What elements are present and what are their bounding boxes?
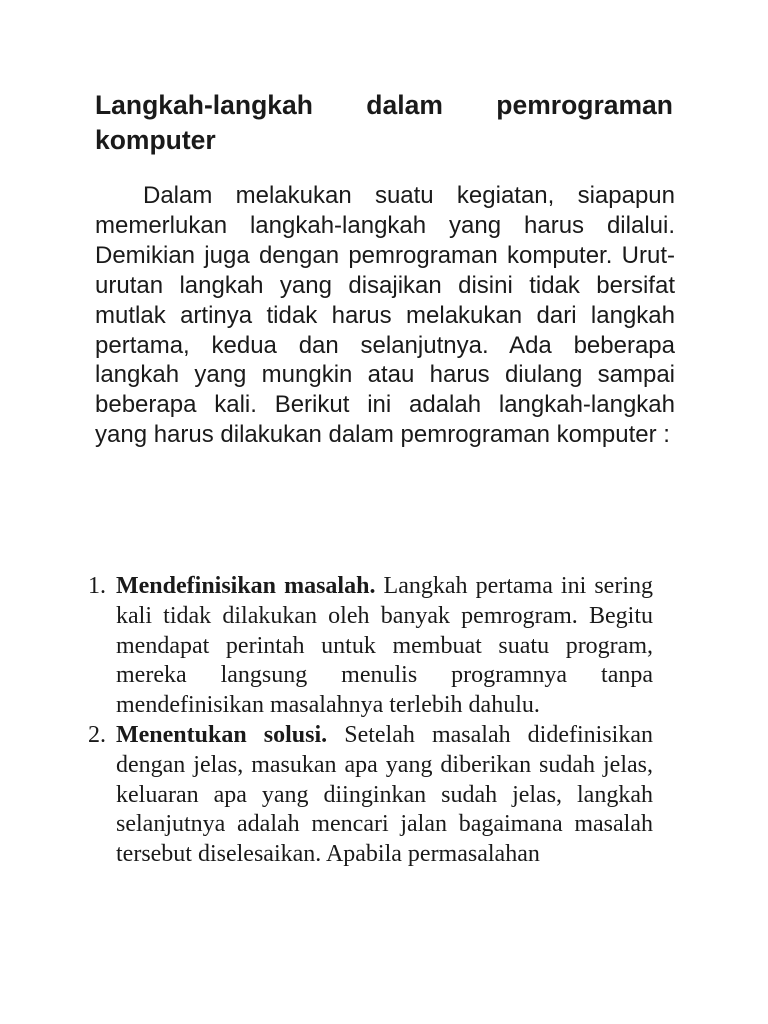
- list-item-heading: Menentukan solusi.: [116, 721, 345, 748]
- list-item-heading: Mendefinisikan masalah.: [116, 573, 384, 599]
- list-item: [88, 721, 653, 870]
- steps-list: [88, 572, 653, 870]
- list-item-text: Setelah masalah didefinisikan dengan jelas, masukan apa yang diberikan sudah jelas, keluaran apa yang diinginkan sudah jelas, langkah selanjutnya adalah mencari jalan bagaimana masalah tersebut diselesaikan. Apabila permasalahan: [116, 721, 653, 868]
- list-item-number: 2.: [88, 721, 106, 748]
- list-item-text: Langkah pertama ini sering kali tidak dilakukan oleh banyak pemrogram. Begitu mendapat perintah untuk membuat suatu program, mereka langsung menulis programnya tanpa mendefinisikan masalahnya terlebih dahulu.: [116, 573, 653, 719]
- list-item: [88, 572, 653, 721]
- intro-paragraph: Dalam melakukan suatu kegiatan, siapapun memerlukan langkah-langkah yang harus dilalui. Demikian juga dengan pemrograman komputer. Urut-urutan langkah yang disajikan disini tidak bersifat mutlak artinya tidak harus melakukan dari langkah pertama, kedua dan selanjutnya. Ada beberapa langkah yang mungkin atau harus diulang sampai beberapa kali. Berikut ini adalah langkah-langkah yang harus dilakukan dalam pemrograman komputer :: [95, 182, 675, 449]
- list-item-number: 1.: [88, 573, 106, 599]
- page-title: Langkah-langkah dalam pemrograman komputer: [95, 90, 673, 155]
